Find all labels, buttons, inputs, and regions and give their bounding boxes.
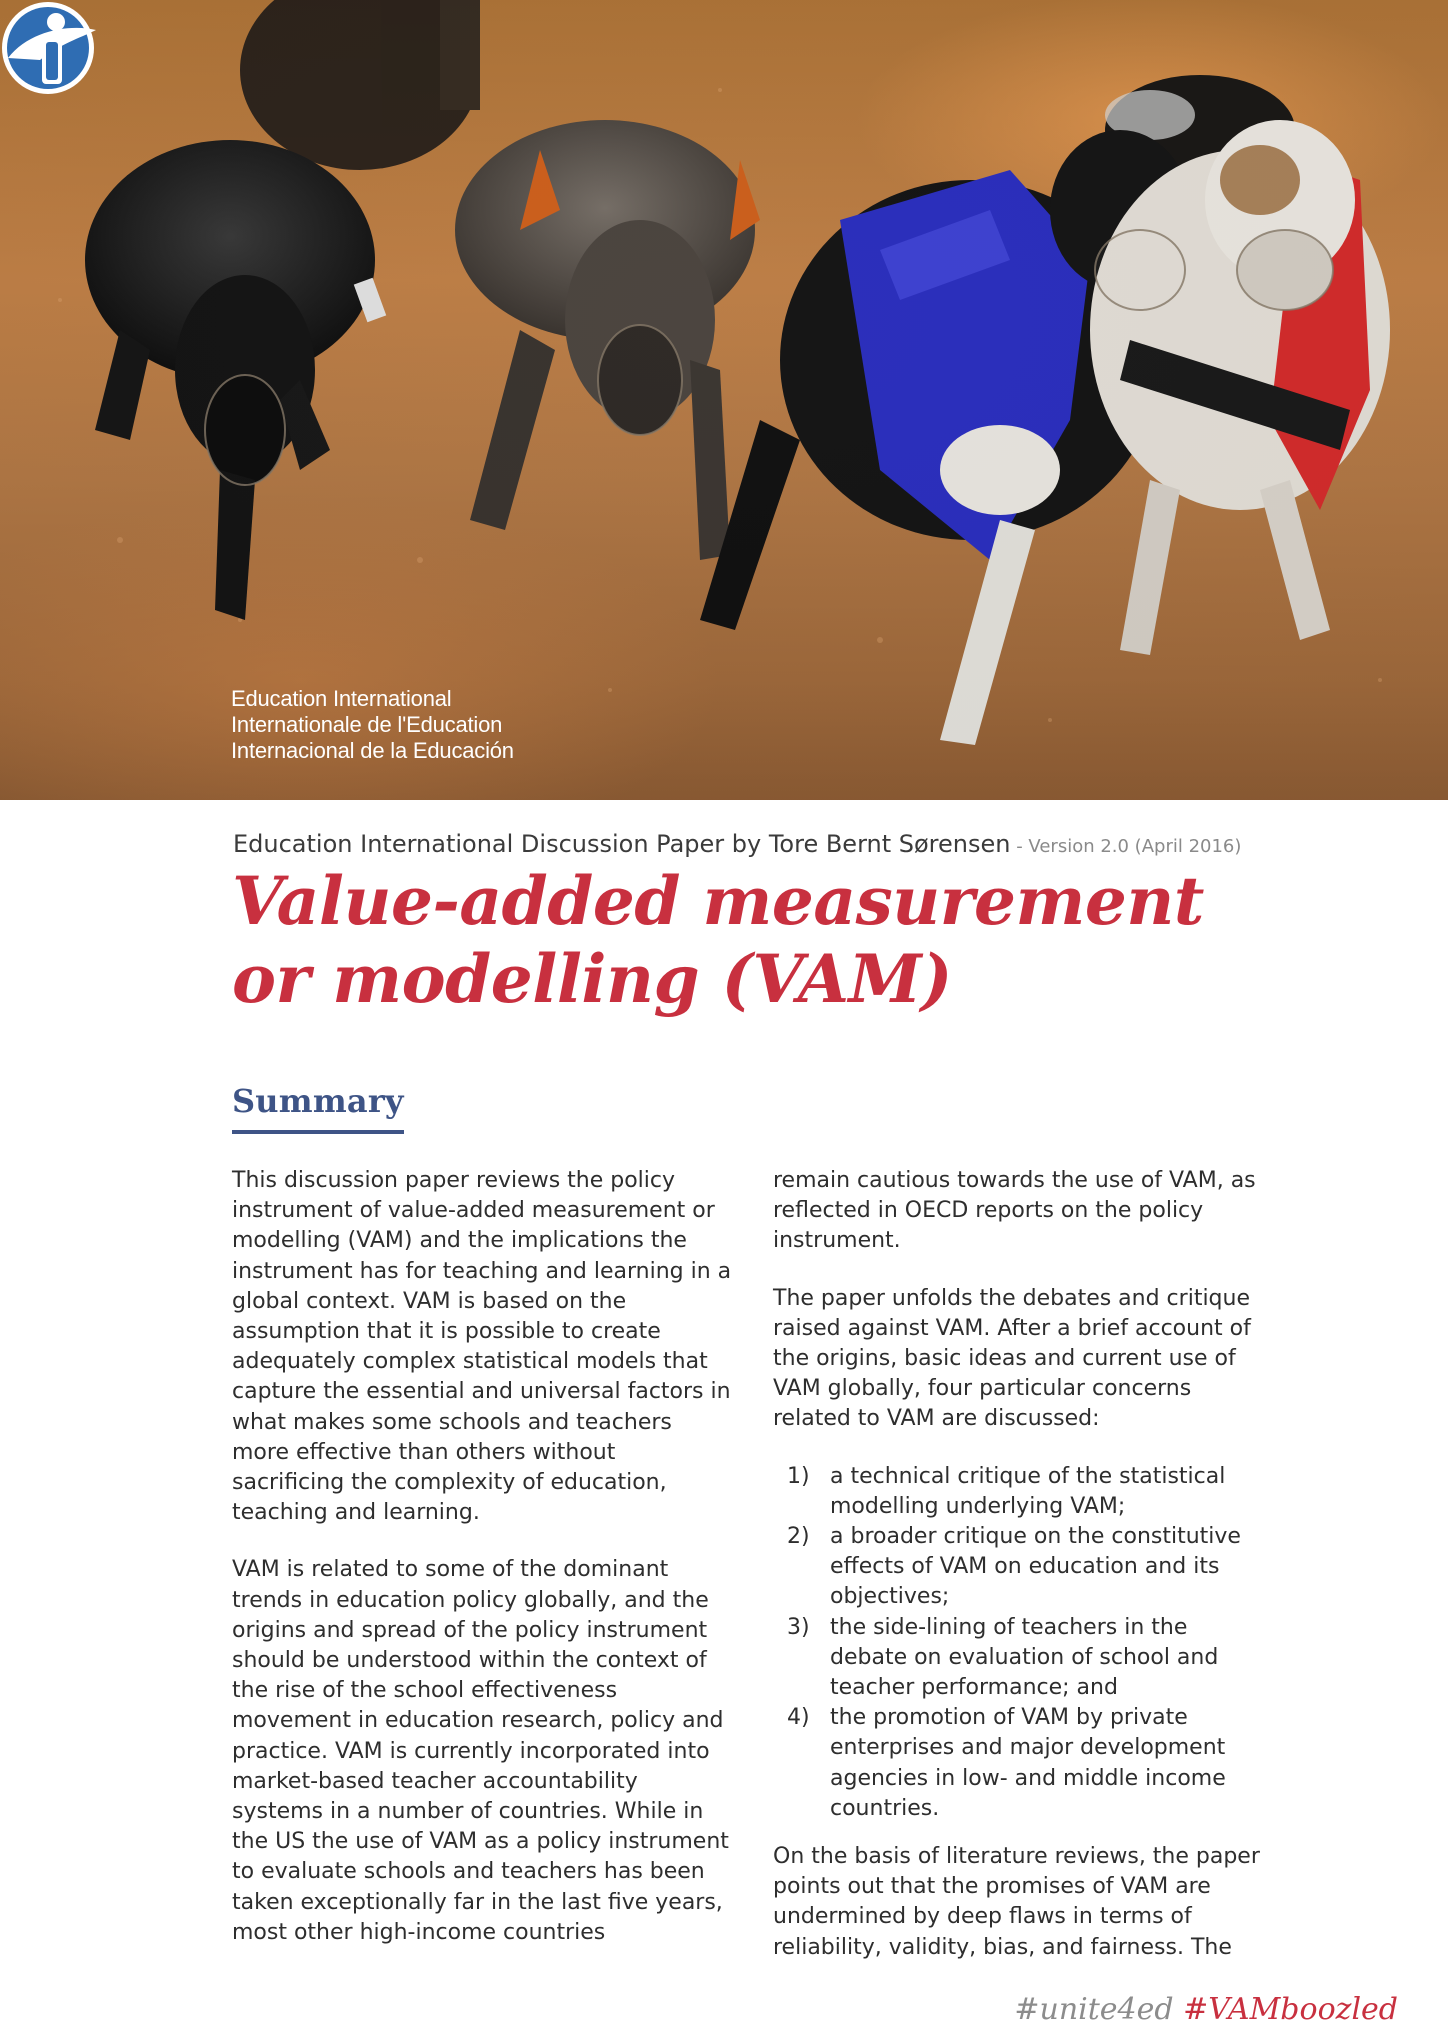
- title-line-2: or modelling (VAM): [232, 940, 952, 1018]
- list-item: [787, 1522, 1263, 1613]
- logo-line-english: Education International: [231, 686, 452, 711]
- summary-paragraph: remain cautious towards the use of VAM, as reflected in OECD reports on the policy instrument.: [773, 1168, 1256, 1254]
- hashtag-unite4ed: #unite4ed: [1014, 1992, 1174, 2027]
- byline-version: - Version 2.0 (April 2016): [1010, 836, 1242, 857]
- logo-line-french: Internationale de l'Education: [231, 712, 503, 737]
- list-text: the side-lining of teachers in the debate on evaluation of school and teacher performance; and: [830, 1614, 1219, 1701]
- list-text: the promotion of VAM by private enterprises and major development agencies in low- and middle income countries.: [830, 1705, 1226, 1821]
- document-title: [232, 862, 1204, 1018]
- title-line-1: Value-added measurement: [232, 862, 1204, 940]
- summary-paragraph: This discussion paper reviews the policy instrument of value-added measurement or modelling (VAM) and the implications the instrument has for teaching and learning in a global context. VAM is based on the assumption that it is possible to create adequately complex statistical models that capture the essential and universal factors in what makes some schools and teachers more effective than others without sacrificing the complexity of education, teaching and learning.: [232, 1168, 732, 1526]
- byline-author: Education International Discussion Paper by Tore Bernt Sørensen: [233, 830, 1011, 858]
- list-item: [787, 1462, 1263, 1522]
- list-number: 1): [787, 1463, 810, 1489]
- concerns-list: [773, 1462, 1263, 1824]
- hashtag-vamboozled: #VAMboozled: [1183, 1992, 1398, 2027]
- hero-photo: [0, 0, 1448, 800]
- footer-hashtags: [1014, 1992, 1398, 2027]
- list-item: [787, 1613, 1263, 1704]
- summary-paragraph: VAM is related to some of the dominant trends in education policy globally, and the origins and spread of the policy instrument should be understood within the context of the rise of the school effectiveness movement in education research, policy and practice. VAM is currently incorporated into market-based teacher accountability systems in a number of countries. While in the US the use of VAM as a policy instrument to evaluate schools and teachers has been taken exceptionally far in the last five years, most other high-income countries: [232, 1557, 729, 1945]
- list-number: 4): [787, 1705, 810, 1731]
- summary-right-column: [773, 1166, 1263, 1990]
- summary-paragraph: The paper unfolds the debates and critique raised against VAM. After a brief account of the origins, basic ideas and current use of VAM globally, four particular concerns related to VAM are discussed:: [773, 1285, 1251, 1432]
- list-number: 3): [787, 1614, 810, 1640]
- education-international-logo-icon: [0, 0, 100, 96]
- byline: [233, 830, 1241, 858]
- summary-left-column: [232, 1166, 732, 1975]
- list-text: a broader critique on the constitutive effects of VAM on education and its objectives;: [830, 1524, 1241, 1610]
- list-number: 2): [787, 1524, 810, 1550]
- logo-wordmark: [231, 686, 514, 764]
- greyhounds-illustration: [0, 0, 1448, 800]
- summary-paragraph: On the basis of literature reviews, the paper points out that the promises of VAM are undermined by deep flaws in terms of reliability, validity, bias, and fairness. The: [773, 1844, 1260, 1960]
- list-text: a technical critique of the statistical modelling underlying VAM;: [830, 1463, 1226, 1519]
- list-item: [787, 1703, 1263, 1824]
- summary-heading: Summary: [232, 1082, 404, 1134]
- logo-line-spanish: Internacional de la Educación: [231, 738, 514, 763]
